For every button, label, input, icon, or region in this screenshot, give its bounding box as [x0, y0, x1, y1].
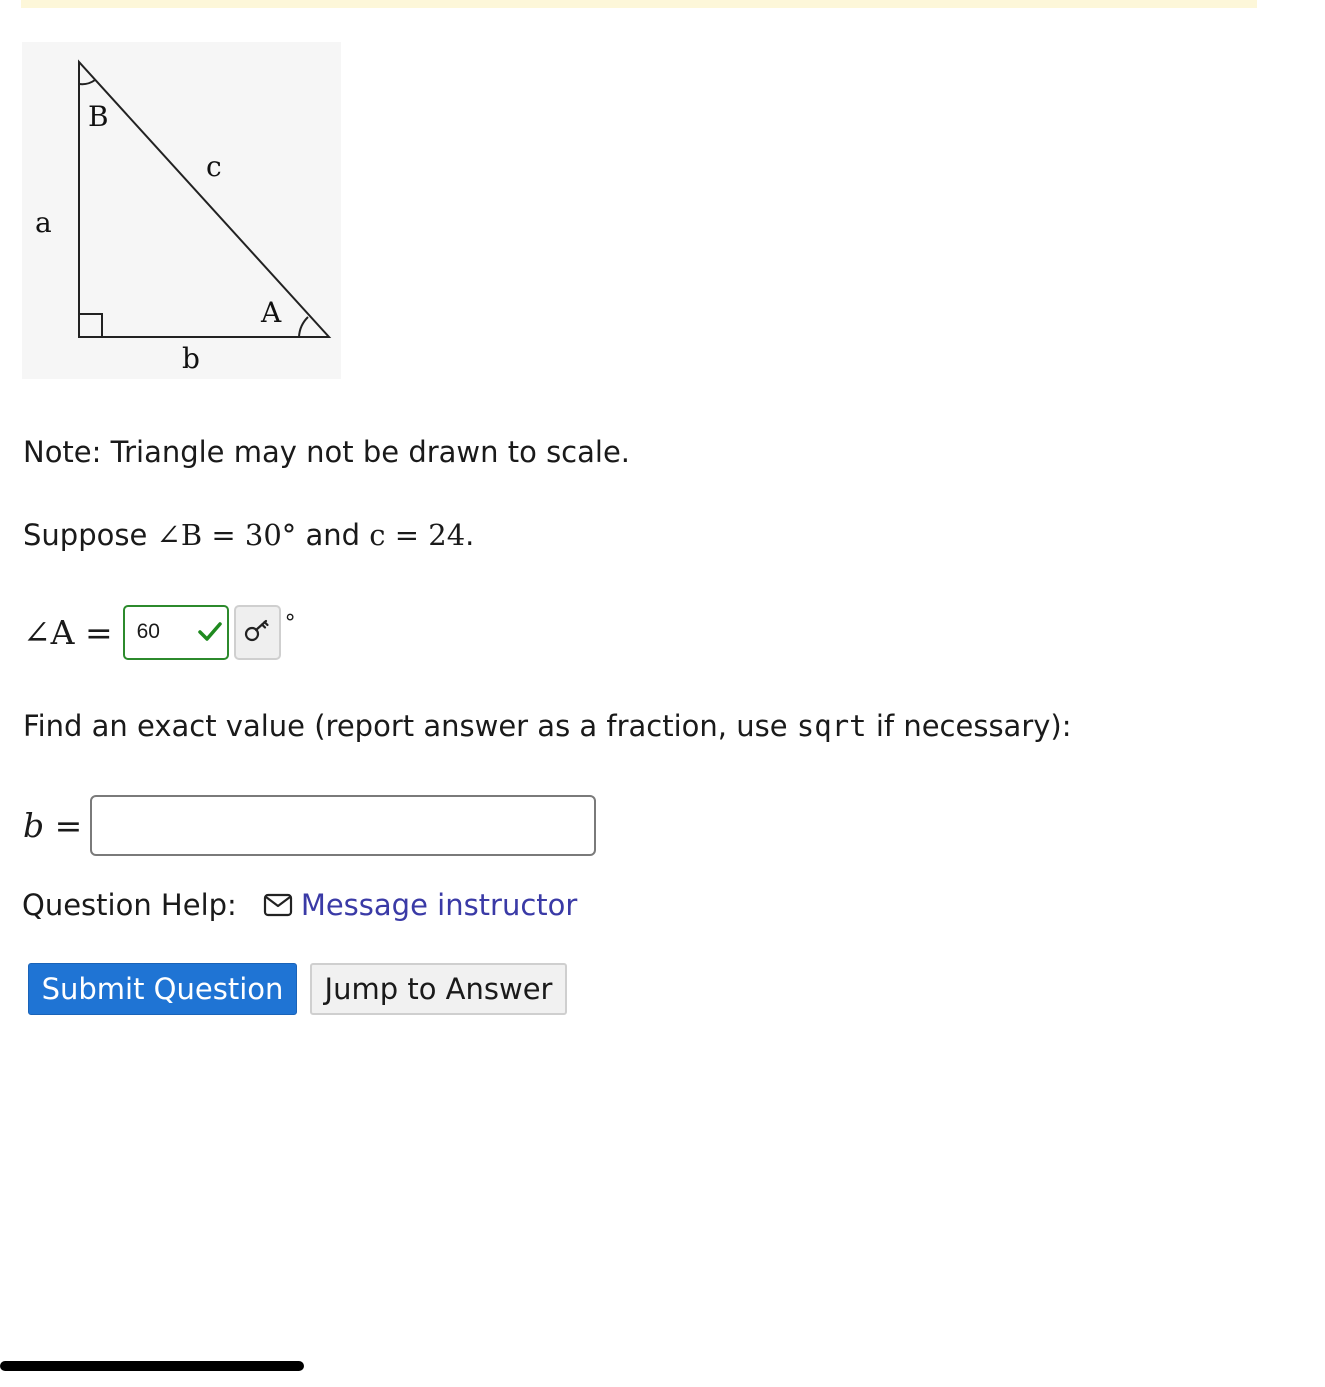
- suppose-middle: and: [296, 518, 370, 552]
- b-label: b =: [23, 805, 83, 845]
- angle-a-arc: [299, 317, 308, 337]
- top-banner: [21, 0, 1257, 8]
- suppose-prefix: Suppose: [23, 518, 157, 552]
- message-instructor-link[interactable]: Message instructor: [300, 888, 578, 922]
- b-answer-input[interactable]: [90, 795, 596, 856]
- angle-b-given: ∠B = 30°: [156, 518, 297, 552]
- find-prompt: [23, 709, 1072, 743]
- find-prompt-after: if necessary):: [866, 709, 1072, 743]
- scale-note: Note: Triangle may not be drawn to scale.: [23, 435, 631, 469]
- key-icon: [243, 616, 271, 648]
- vertex-label-b: B: [88, 100, 109, 133]
- suppose-suffix: .: [465, 518, 475, 552]
- b-row: [23, 794, 596, 856]
- c-given: c = 24: [369, 518, 466, 552]
- side-label-b: b: [182, 342, 200, 375]
- home-indicator-bar: [0, 1361, 304, 1371]
- side-label-a: a: [35, 206, 52, 239]
- side-label-c: c: [206, 150, 222, 183]
- help-label: Question Help:: [22, 888, 237, 922]
- right-angle-marker: [79, 314, 102, 337]
- check-icon: [197, 620, 223, 650]
- submit-question-button[interactable]: Submit Question: [28, 963, 297, 1015]
- show-answer-key-button[interactable]: [234, 605, 281, 660]
- problem-statement: [23, 518, 475, 552]
- question-help: [22, 888, 577, 922]
- angle-a-row: [23, 603, 296, 661]
- angle-a-value: 60: [136, 620, 160, 643]
- triangle-shape: [79, 62, 329, 337]
- mail-icon: [263, 893, 293, 917]
- vertex-label-a: A: [261, 296, 282, 329]
- triangle-diagram: [22, 42, 341, 379]
- find-prompt-code: sqrt: [796, 709, 867, 743]
- degree-unit: °: [284, 611, 296, 636]
- find-prompt-before: Find an exact value (report answer as a fraction, use: [23, 709, 797, 743]
- angle-a-label: ∠A =: [23, 612, 113, 652]
- triangle-figure: [22, 42, 341, 379]
- jump-to-answer-button[interactable]: Jump to Answer: [310, 963, 567, 1015]
- angle-a-input[interactable]: [123, 605, 229, 660]
- angle-b-arc: [79, 80, 95, 84]
